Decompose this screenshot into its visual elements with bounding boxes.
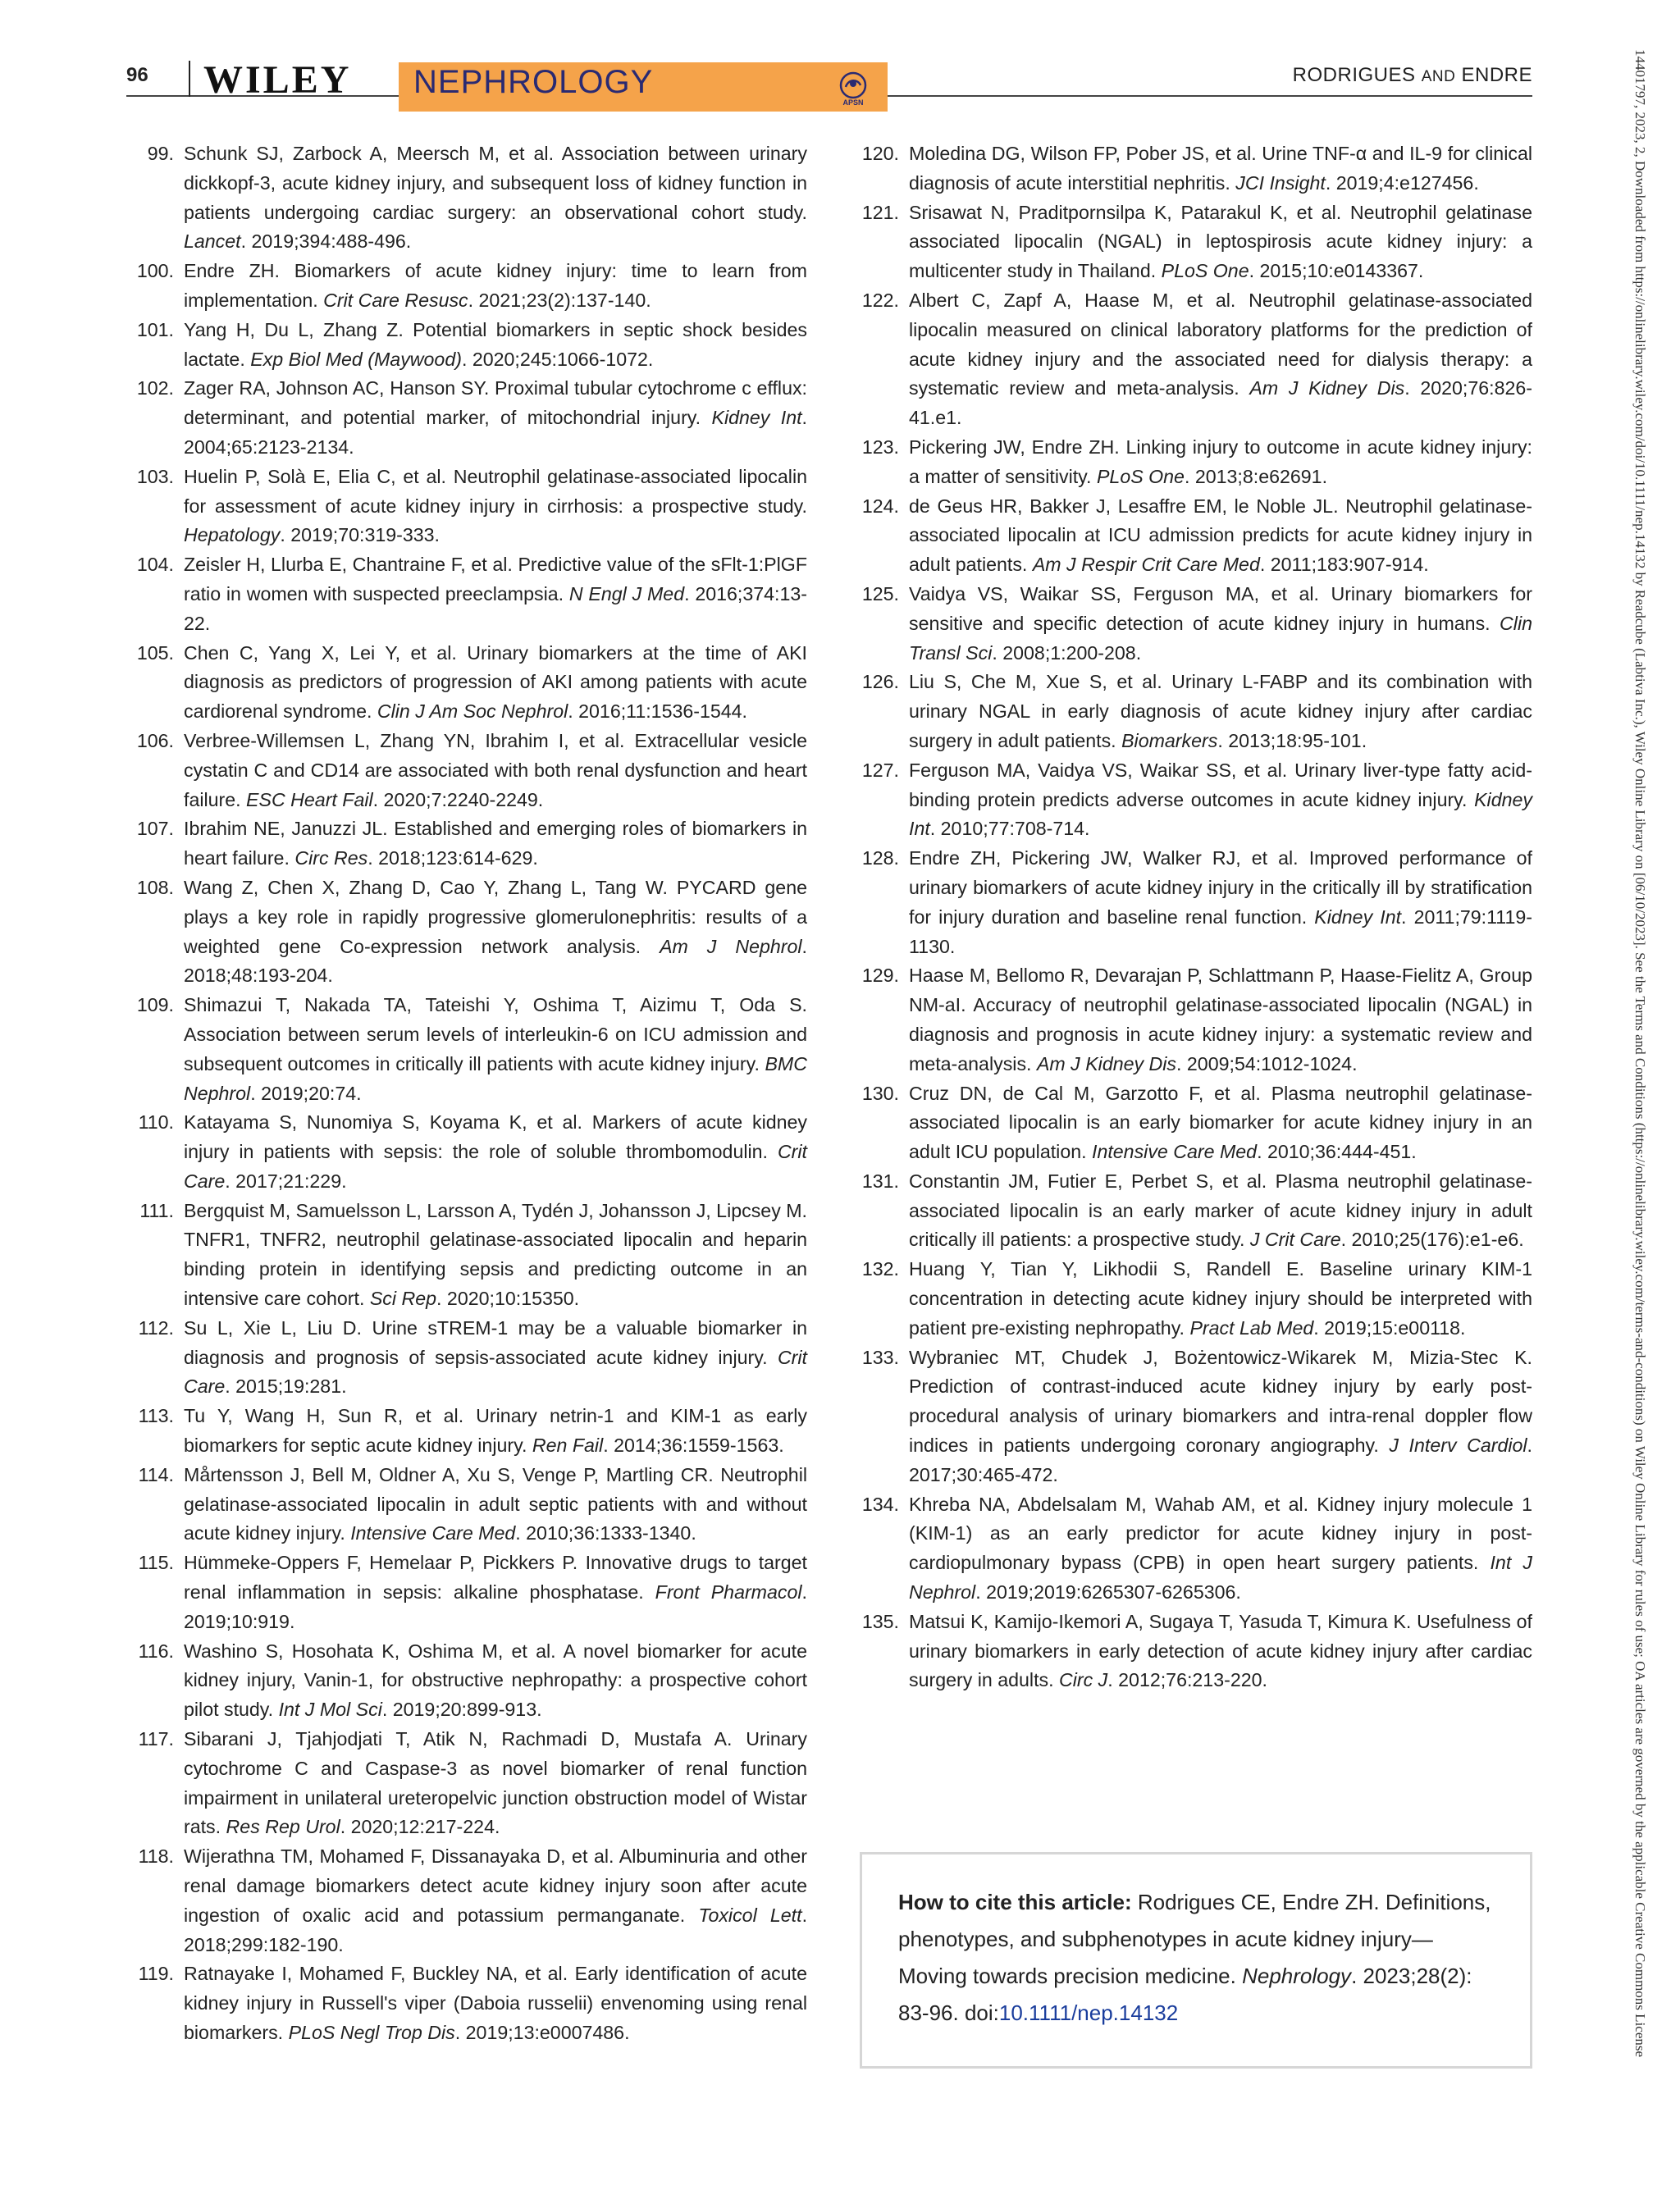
reference-item: [128, 814, 807, 874]
reference-text: Constantin JM, Futier E, Perbet S, et al. Plasma neutrophil gelatinase-associated lipocalin is an early marker of acute kidney injury in adult critically ill patients: a prospective study.: [909, 1170, 1532, 1251]
reference-item: [128, 139, 807, 257]
reference-item: [128, 550, 807, 638]
reference-item: [128, 374, 807, 462]
reference-number: 117.: [138, 1728, 174, 1750]
reference-number: 128.: [861, 847, 899, 869]
reference-text: Su L, Xie L, Liu D. Urine sTREM-1 may be a valuable biomarker in diagnosis and prognosis of sepsis-associated acute kidney injury.: [184, 1316, 807, 1368]
reference-number: 129.: [861, 965, 899, 987]
reference-tail: . 2015;19:281.: [225, 1375, 347, 1398]
reference-tail: . 2017;21:229.: [225, 1170, 347, 1192]
reference-journal: Crit Care Resusc: [323, 289, 468, 311]
reference-tail: . 2019;20:899-913.: [381, 1699, 542, 1721]
reference-journal: Kidney Int: [711, 407, 802, 429]
reference-journal: Int J Mol Sci: [278, 1699, 382, 1721]
reference-journal: Lancet: [184, 230, 241, 253]
cite-journal: Nephrology: [1242, 1964, 1352, 1988]
reference-text: Moledina DG, Wilson FP, Pober JS, et al. Urine TNF-α and IL-9 for clinical diagnosis of acute interstitial nephritis.: [909, 143, 1532, 194]
reference-journal: Sci Rep: [369, 1288, 437, 1310]
reference-text: Chen C, Yang X, Lei Y, et al. Urinary biomarkers at the time of AKI diagnosis as predictors of progression of AKI among patients with acute cardiorenal syndrome.: [184, 641, 807, 723]
reference-tail: . 2018;48:193-204.: [184, 935, 807, 987]
reference-text: Washino S, Hosohata K, Oshima M, et al. A novel biomarker for acute kidney injury, Vanin-1, for obstructive nephropathy: a prospective cohort pilot study.: [184, 1640, 807, 1721]
reference-tail: . 2019;394:488-496.: [240, 230, 412, 253]
reference-text: Verbree-Willemsen L, Zhang YN, Ibrahim I, et al. Extracellular vesicle cystatin C and CD14 are associated with both renal dysfunction and heart failure.: [184, 729, 807, 810]
reference-item: [853, 1490, 1532, 1608]
reference-item: [128, 1725, 807, 1842]
reference-text: Ratnayake I, Mohamed F, Buckley NA, et al. Early identification of acute kidney injury in Russell's viper (Daboia russelii) envenoming using renal biomarkers.: [184, 1963, 807, 2043]
reference-number: 124.: [861, 495, 899, 517]
reference-journal: Pract Lab Med: [1189, 1316, 1314, 1339]
reference-tail: . 2013;18:95-101.: [1217, 729, 1367, 751]
reference-journal: Biomarkers: [1121, 729, 1218, 751]
reference-item: [853, 1608, 1532, 1695]
reference-text: Srisawat N, Praditpornsilpa K, Patarakul K, et al. Neutrophil gelatinase associated lipocalin (NGAL) in leptospirosis acute kidney injury: a multicenter study in Thailand.: [909, 201, 1532, 282]
cite-tail: . 2023;28(2): 83-96. doi:: [898, 1964, 1472, 2025]
reference-tail: . 2019;13:e0007486.: [454, 2022, 630, 2043]
reference-text: de Geus HR, Bakker J, Lesaffre EM, le Noble JL. Neutrophil gelatinase-associated lipocalin at ICU admission predicts for acute kidney injury in adult patients.: [909, 495, 1532, 576]
reference-tail: . 2010;36:1333-1340.: [515, 1522, 696, 1544]
reference-number: 120.: [861, 143, 899, 164]
reference-number: 130.: [861, 1082, 899, 1104]
reference-text: Mårtensson J, Bell M, Oldner A, Xu S, Venge P, Martling CR. Neutrophil gelatinase-associated lipocalin in adult septic patients with and without acute kidney injury.: [184, 1463, 807, 1544]
reference-journal: Am J Kidney Dis: [1249, 377, 1405, 399]
reference-number: 101.: [136, 318, 174, 340]
reference-text: Endre ZH. Biomarkers of acute kidney injury: time to learn from implementation.: [184, 260, 807, 311]
reference-item: [853, 1167, 1532, 1255]
reference-number: 127.: [861, 759, 899, 781]
reference-tail: . 2020;10:15350.: [436, 1288, 580, 1310]
reference-tail: . 2015;10:e0143367.: [1249, 260, 1424, 282]
doi-link[interactable]: 10.1111/nep.14132: [998, 2000, 1179, 2025]
reference-item: [853, 1344, 1532, 1490]
reference-journal: Exp Biol Med (Maywood): [250, 348, 462, 370]
reference-item: [128, 1842, 807, 1959]
reference-tail: . 2019;2019:6265307-6265306.: [975, 1581, 1241, 1604]
reference-journal: Crit Care: [184, 1141, 807, 1192]
reference-tail: . 2019;15:e00118.: [1313, 1316, 1466, 1339]
reference-journal: Am J Nephrol: [660, 935, 802, 957]
reference-number: 103.: [136, 465, 174, 487]
reference-number: 114.: [138, 1463, 174, 1485]
reference-tail: . 2016;11:1536-1544.: [568, 700, 748, 723]
reference-tail: . 2014;36:1559-1563.: [603, 1435, 784, 1457]
reference-number: 132.: [861, 1258, 899, 1280]
reference-item: [853, 1079, 1532, 1167]
apsn-logo-icon: [833, 67, 873, 107]
reference-number: 107.: [136, 818, 174, 840]
reference-item: [128, 1108, 807, 1196]
reference-journal: PLoS One: [1096, 465, 1185, 487]
reference-text: Shimazui T, Nakada TA, Tateishi Y, Oshima T, Aizimu T, Oda S. Association between serum levels of interleukin-6 on ICU admission and subsequent outcomes in critically ill patients with acute kidney injury.: [184, 994, 807, 1074]
journal-banner: [399, 62, 888, 112]
reference-text: Albert C, Zapf A, Haase M, et al. Neutrophil gelatinase-associated lipocalin measured on clinical laboratory platforms for the prediction of acute kidney injury and the associated need for dialysis therapy: a systematic review and meta-analysis.: [909, 289, 1532, 399]
reference-journal: Res Rep Urol: [226, 1816, 340, 1838]
reference-journal: Front Pharmacol: [655, 1581, 802, 1604]
reference-text: Ibrahim NE, Januzzi JL. Established and emerging roles of biomarkers in heart failure.: [184, 818, 807, 869]
reference-number: 111.: [139, 1199, 174, 1221]
reference-tail: . 2019;70:319-333.: [280, 524, 440, 546]
reference-item: [853, 198, 1532, 286]
reference-text: Wybraniec MT, Chudek J, Bożentowicz-Wikarek M, Mizia-Stec K. Prediction of contrast-induced acute kidney injury by early post-procedural analysis of urinary biomarkers and intra-renal doppler flow indices in patients undergoing coronary angiography.: [909, 1346, 1532, 1457]
reference-text: Khreba NA, Abdelsalam M, Wahab AM, et al. Kidney injury molecule 1 (KIM-1) as an early predictor for acute kidney injury in post-cardiopulmonary bypass (CPB) in open heart surgery patients.: [909, 1493, 1532, 1574]
reference-text: Cruz DN, de Cal M, Garzotto F, et al. Plasma neutrophil gelatinase-associated lipocalin is an early biomarker for acute kidney injury in an adult ICU population.: [909, 1082, 1532, 1163]
references-left-column: [128, 139, 807, 2048]
reference-text: Yang H, Du L, Zhang Z. Potential biomarkers in septic shock besides lactate.: [184, 318, 807, 370]
reference-text: Huang Y, Tian Y, Likhodii S, Randell E. Baseline urinary KIM-1 concentration in detecting acute kidney injury should be interpreted with patient pre-existing nephropathy.: [909, 1258, 1532, 1339]
reference-tail: . 2020;76:826-41.e1.: [909, 377, 1532, 429]
reference-tail: . 2011;183:907-914.: [1259, 554, 1429, 576]
reference-tail: . 2009;54:1012-1024.: [1176, 1052, 1358, 1074]
reference-number: 115.: [138, 1552, 174, 1574]
reference-tail: . 2008;1:200-208.: [992, 641, 1142, 664]
reference-item: [128, 463, 807, 550]
reference-journal: Toxicol Lett: [698, 1904, 802, 1926]
reference-item: [853, 580, 1532, 668]
reference-item: [128, 727, 807, 814]
reference-journal: ESC Heart Fail: [246, 788, 373, 810]
publisher-logo: WILEY: [203, 58, 352, 102]
reference-item: [128, 1637, 807, 1725]
reference-number: 112.: [138, 1316, 174, 1339]
reference-item: [128, 1959, 807, 2047]
page-header: [126, 49, 1532, 107]
reference-tail: . 2020;12:217-224.: [340, 1816, 500, 1838]
reference-number: 134.: [861, 1493, 899, 1515]
reference-journal: Circ J: [1059, 1669, 1108, 1691]
reference-journal: PLoS One: [1161, 260, 1249, 282]
reference-number: 121.: [861, 201, 899, 223]
reference-journal: PLoS Negl Trop Dis: [288, 2022, 455, 2043]
reference-text: Vaidya VS, Waikar SS, Ferguson MA, et al. Urinary biomarkers for sensitive and specific detection of acute kidney injury in humans.: [909, 582, 1532, 634]
reference-tail: . 2018;123:614-629.: [368, 847, 538, 869]
reference-number: 122.: [861, 289, 899, 311]
journal-title: NEPHROLOGY: [413, 64, 654, 100]
reference-item: [853, 756, 1532, 844]
reference-text: Haase M, Bellomo R, Devarajan P, Schlattmann P, Haase-Fielitz A, Group NM-aI. Accuracy of neutrophil gelatinase-associated lipocalin (NGAL) in diagnosis and prognosis in acute kidney injury: a systematic review and meta-analysis.: [909, 965, 1532, 1074]
reference-number: 123.: [861, 436, 899, 458]
reference-item: [128, 1461, 807, 1549]
reference-text: Liu S, Che M, Xue S, et al. Urinary L-FABP and its combination with urinary NGAL in early diagnosis of acute kidney injury after cardiac surgery in adult patients.: [909, 671, 1532, 751]
reference-text: Bergquist M, Samuelsson L, Larsson A, Tydén J, Johansson J, Lipcsey M. TNFR1, TNFR2, neutrophil gelatinase-associated lipocalin and heparin binding protein in identifying sepsis and predicting outcome in an intensive care cohort.: [184, 1199, 807, 1310]
cite-text: Rodrigues CE, Endre ZH. Definitions, phenotypes, and subphenotypes in acute kidney injury—Moving towards precision medicine.: [898, 1890, 1491, 1988]
reference-journal: Kidney Int: [1314, 906, 1402, 928]
reference-tail: . 2010;25(176):e1-e6.: [1340, 1229, 1524, 1251]
reference-journal: Clin Transl Sci: [909, 612, 1532, 664]
reference-journal: BMC Nephrol: [184, 1052, 807, 1104]
reference-item: [853, 1255, 1532, 1343]
reference-tail: . 2011;79:1119-1130.: [909, 906, 1532, 957]
reference-text: Hümmeke-Oppers F, Hemelaar P, Pickkers P. Innovative drugs to target renal inflammation in sepsis: alkaline phosphatase.: [184, 1552, 807, 1604]
reference-journal: Intensive Care Med: [350, 1522, 516, 1544]
reference-text: Sibarani J, Tjahjodjati T, Atik N, Rachmadi D, Mustafa A. Urinary cytochrome C and Caspase-3 as novel biomarker of renal function impairment in unilateral ureteropelvic junction obstruction model of Wistar rats.: [184, 1728, 807, 1838]
reference-text: Tu Y, Wang H, Sun R, et al. Urinary netrin-1 and KIM-1 as early biomarkers for septic acute kidney injury.: [184, 1405, 807, 1457]
reference-text: Wang Z, Chen X, Zhang D, Cao Y, Zhang L, Tang W. PYCARD gene plays a key role in rapidly progressive glomerulonephritis: results of a weighted gene Co-expression network analysis.: [184, 876, 807, 957]
reference-number: 135.: [861, 1610, 899, 1632]
reference-number: 110.: [138, 1111, 174, 1134]
reference-number: 126.: [861, 671, 899, 693]
reference-item: [128, 316, 807, 375]
reference-item: [853, 433, 1532, 492]
reference-number: 104.: [136, 554, 174, 576]
reference-journal: J Interv Cardiol: [1389, 1435, 1527, 1457]
reference-number: 133.: [861, 1346, 899, 1368]
reference-journal: JCI Insight: [1235, 171, 1326, 194]
reference-number: 109.: [136, 994, 174, 1016]
reference-tail: . 2020;7:2240-2249.: [372, 788, 544, 810]
reference-journal: Kidney Int: [909, 788, 1532, 840]
reference-tail: . 2017;30:465-472.: [909, 1435, 1532, 1485]
reference-number: 125.: [861, 582, 899, 604]
reference-item: [128, 874, 807, 991]
reference-text: Matsui K, Kamijo-Ikemori A, Sugaya T, Yasuda T, Kimura K. Usefulness of urinary biomarkers in early detection of acute kidney injury after cardiac surgery in adults.: [909, 1610, 1532, 1691]
reference-tail: . 2021;23(2):137-140.: [468, 289, 651, 311]
reference-tail: . 2010;36:444-451.: [1257, 1141, 1417, 1163]
reference-item: [128, 639, 807, 727]
reference-item: [853, 668, 1532, 755]
reference-text: Zeisler H, Llurba E, Chantraine F, et al. Predictive value of the sFlt-1:PlGF ratio in women with suspected preeclampsia.: [184, 554, 807, 604]
reference-tail: . 2019;20:74.: [250, 1082, 362, 1104]
reference-text: Huelin P, Solà E, Elia C, et al. Neutrophil gelatinase-associated lipocalin for assessment of acute kidney injury in cirrhosis: a prospective study.: [184, 465, 807, 517]
reference-journal: N Engl J Med: [568, 582, 685, 604]
reference-tail: . 2013;8:e62691.: [1184, 465, 1328, 487]
reference-item: [128, 1549, 807, 1636]
reference-tail: . 2019;10:919.: [184, 1581, 807, 1632]
reference-item: [128, 991, 807, 1108]
how-to-cite-box: [860, 1852, 1532, 2069]
reference-journal: Hepatology: [184, 524, 281, 546]
reference-number: 118.: [138, 1845, 174, 1868]
reference-text: Wijerathna TM, Mohamed F, Dissanayaka D, et al. Albuminuria and other renal damage biomarkers detect acute kidney injury soon after acute ingestion of oxalic acid and potassium permanganate.: [184, 1845, 807, 1926]
reference-journal: Am J Kidney Dis: [1036, 1052, 1177, 1074]
download-notice: 14401797, 2023, 2, Downloaded from https://onlinelibrary.wiley.com/doi/10.1111/nep.14132 by Readcube (Labtiva Inc.), Wiley Online Library on [06/10/2023]. See the Terms and Conditions (https://onlinelibrary.wiley.com/terms-and-conditions) on Wiley Online Library for rules of use; OA articles are governed by the applicable Creative Commons License: [1632, 49, 1648, 2058]
reference-item: [128, 1314, 807, 1402]
reference-text: Katayama S, Nunomiya S, Koyama K, et al. Markers of acute kidney injury in patients with sepsis: the role of soluble thrombomodulin.: [184, 1111, 807, 1163]
reference-number: 108.: [136, 876, 174, 898]
reference-tail: . 2016;374:13-22.: [184, 582, 808, 634]
header-divider: [189, 61, 190, 97]
reference-journal: Crit Care: [184, 1346, 807, 1398]
reference-journal: Circ Res: [294, 847, 368, 869]
reference-number: 105.: [136, 641, 174, 664]
apsn-logo-label: APSN: [842, 98, 864, 107]
reference-journal: Intensive Care Med: [1092, 1141, 1258, 1163]
reference-item: [128, 257, 807, 316]
reference-item: [853, 844, 1532, 961]
reference-tail: . 2019;4:e127456.: [1325, 171, 1479, 194]
reference-item: [128, 1402, 807, 1461]
reference-text: Zager RA, Johnson AC, Hanson SY. Proximal tubular cytochrome c efflux: determinant, and potential marker, of mitochondrial injury.: [184, 377, 807, 429]
reference-number: 102.: [136, 377, 174, 399]
reference-text: Schunk SJ, Zarbock A, Meersch M, et al. Association between urinary dickkopf-3, acute kidney injury, and subsequent loss of kidney function in patients undergoing cardiac surgery: an observational cohort study.: [184, 143, 807, 223]
reference-item: [853, 961, 1532, 1079]
reference-tail: . 2020;245:1066-1072.: [461, 348, 654, 370]
reference-item: [853, 286, 1532, 433]
reference-number: 116.: [138, 1640, 174, 1662]
reference-item: [128, 1197, 807, 1314]
cite-label: How to cite this article:: [898, 1890, 1132, 1914]
reference-number: 113.: [138, 1405, 174, 1427]
reference-item: [853, 139, 1532, 198]
reference-journal: J Crit Care: [1249, 1229, 1341, 1251]
reference-text: Endre ZH, Pickering JW, Walker RJ, et al. Improved performance of urinary biomarkers of acute kidney injury in the critically ill by stratification for injury duration and baseline renal function.: [909, 847, 1532, 928]
reference-journal: Int J Nephrol: [909, 1552, 1532, 1604]
reference-number: 131.: [861, 1170, 899, 1192]
reference-number: 99.: [147, 143, 174, 164]
reference-tail: . 2012;76:213-220.: [1107, 1669, 1267, 1691]
reference-number: 106.: [136, 729, 174, 751]
reference-journal: Ren Fail: [532, 1435, 604, 1457]
reference-item: [853, 492, 1532, 580]
reference-tail: . 2010;77:708-714.: [929, 818, 1090, 840]
reference-tail: . 2004;65:2123-2134.: [184, 407, 807, 458]
reference-number: 100.: [136, 260, 174, 282]
running-authors: RODRIGUES AND ENDRE: [1292, 64, 1532, 86]
references-right-column: [853, 139, 1532, 1695]
reference-journal: Am J Respir Crit Care Med: [1032, 554, 1260, 576]
reference-tail: . 2018;299:182-190.: [184, 1904, 808, 1955]
reference-text: Pickering JW, Endre ZH. Linking injury to outcome in acute kidney injury: a matter of sensitivity.: [909, 436, 1532, 487]
reference-number: 119.: [138, 1963, 174, 1985]
page-number: 96: [126, 64, 148, 86]
reference-journal: Clin J Am Soc Nephrol: [377, 700, 568, 723]
reference-text: Ferguson MA, Vaidya VS, Waikar SS, et al. Urinary liver-type fatty acid-binding protein predicts adverse outcomes in acute kidney injury.: [909, 759, 1532, 810]
